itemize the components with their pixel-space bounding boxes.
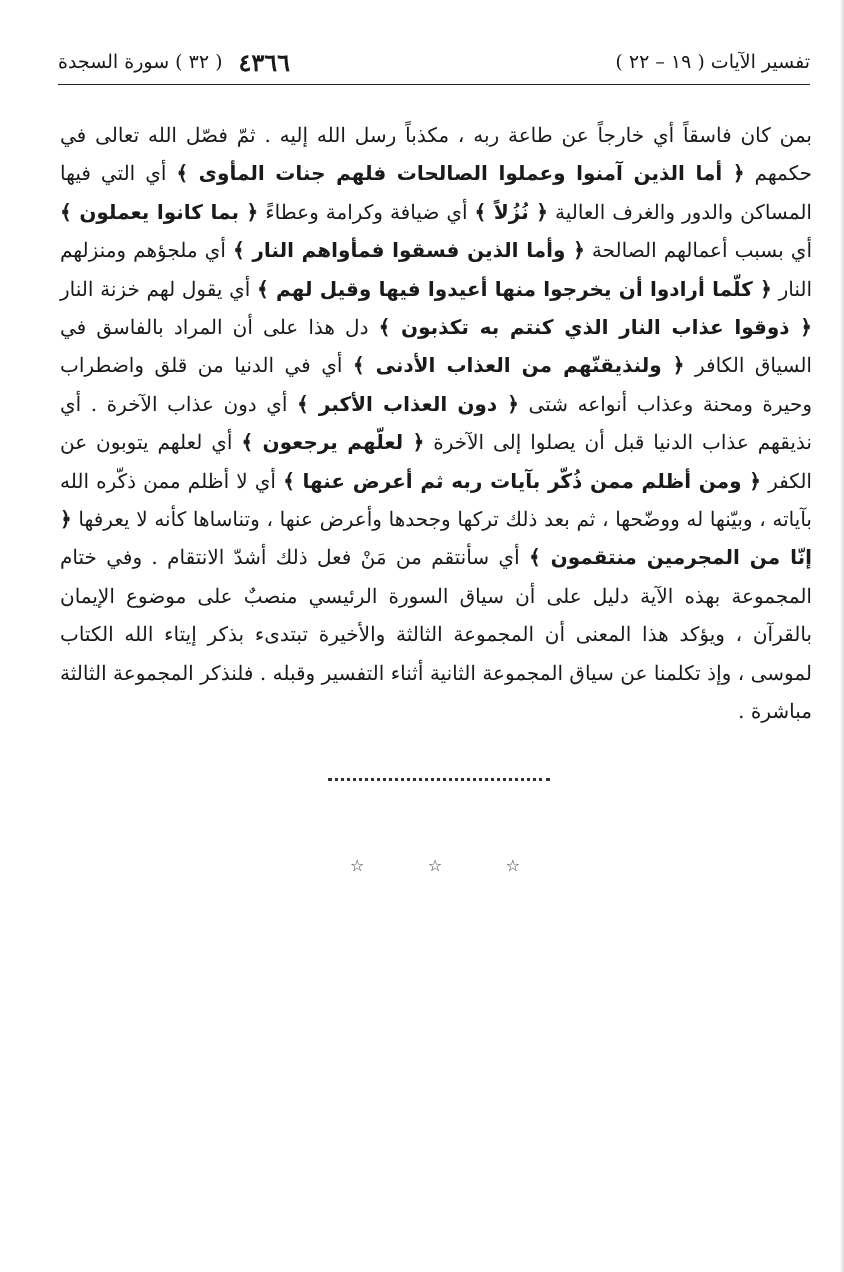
text-segment: أي بسبب أعمالهم الصالحة [584, 238, 813, 263]
star-ornament-row [350, 856, 520, 875]
text-segment: دل هذا على أن المراد بالفاسق في السياق الكافر [60, 315, 812, 378]
section-label: تفسير الآيات ( ١٩ – ٢٢ ) [615, 51, 810, 73]
quran-verse: ﴿ ومن أظلم ممن ذُكّر بآيات ربه ثم أعرض عنها ﴾ [283, 468, 762, 493]
quran-verse: ﴿ دون العذاب الأكبر ﴾ [297, 391, 519, 416]
text-segment: أي ملجؤهم ومنزلهم النار [60, 238, 813, 301]
star-icon: ☆ [350, 856, 365, 875]
quran-verse: ﴿ إنّا من المجرمين منتقمون ﴾ [60, 507, 813, 570]
header-right-group [58, 48, 290, 77]
text-segment: أي في الدنيا من قلق واضطراب وحيرة ومحنة وعذاب أنواعه شتى [60, 353, 812, 416]
quran-verse: ﴿ ولنذيقنّهم من العذاب الأدنى ﴾ [352, 353, 685, 378]
star-icon: ☆ [505, 856, 520, 875]
star-icon: ☆ [427, 856, 443, 875]
page-number: ٤٣٦٦ [238, 47, 291, 77]
page-edge-shadow [840, 0, 844, 1272]
text-segment: أي يقول لهم خزنة النار [60, 276, 258, 301]
text-segment: أي التي فيها المساكن والدور والغرف العالية [60, 161, 812, 224]
tafsir-paragraph [60, 116, 812, 731]
text-segment: أي لا أظلم ممن ذكّره الله بآياته ، وبيّنها له ووضّحها ، ثم بعد ذلك تركها وجحدها وأعرض عنها ، وتناساها كأنه لا يعرفها [60, 468, 812, 532]
text-segment: أي لعلهم يتوبون عن الكفر [60, 430, 812, 493]
quran-verse: ﴿ أما الذين آمنوا وعملوا الصالحات فلهم جنات المأوى ﴾ [176, 161, 745, 186]
quran-verse: ﴿ وأما الذين فسقوا فمأواهم النار ﴾ [232, 238, 585, 263]
quran-verse: ﴿ لعلّهم يرجعون ﴾ [241, 430, 425, 455]
quran-verse: ﴿ ذوقوا عذاب النار الذي كنتم به تكذبون ﴾ [378, 315, 812, 340]
quran-verse: ﴿ نُزُلاً ﴾ [474, 199, 549, 224]
dotted-divider [328, 768, 550, 781]
quran-verse: ﴿ بما كانوا يعملون ﴾ [60, 199, 259, 224]
surah-label: ( ٣٢ ) سورة السجدة [58, 51, 223, 73]
tafsir-body-text [60, 116, 812, 731]
quran-verse: ﴿ كلّما أرادوا أن يخرجوا منها أعيدوا فيها وقيل لهم ﴾ [257, 276, 772, 301]
page-header [58, 40, 810, 85]
text-segment: بمن كان فاسقاً أي خارجاً عن طاعة ربه ، مكذباً رسل الله إليه . ثمّ فصّل الله تعالى في حكمهم [60, 123, 813, 186]
text-segment: أي سأنتقم من مَنْ فعل ذلك أشدّ الانتقام . وفي ختام المجموعة بهذه الآية دليل على أن سياق السورة الرئيسي منصبٌ على موضوع الإيمان بالقرآن ، ويؤكد هذا المعنى أن المجموعة الثالثة والأخيرة تبتدىء بذكر إيتاء الله الكتاب لموسى ، وإذ تكلمنا عن سياق المجموعة الثانية أثناء التفسير وقبله . فلنذكر المجموعة الثالثة مباشرة . [60, 545, 812, 724]
text-segment: أي ضيافة وكرامة وعطاءً [258, 199, 475, 224]
text-segment: أي دون عذاب الآخرة . أي نذيقهم عذاب الدنيا قبل أن يصلوا إلى الآخرة [60, 391, 812, 455]
